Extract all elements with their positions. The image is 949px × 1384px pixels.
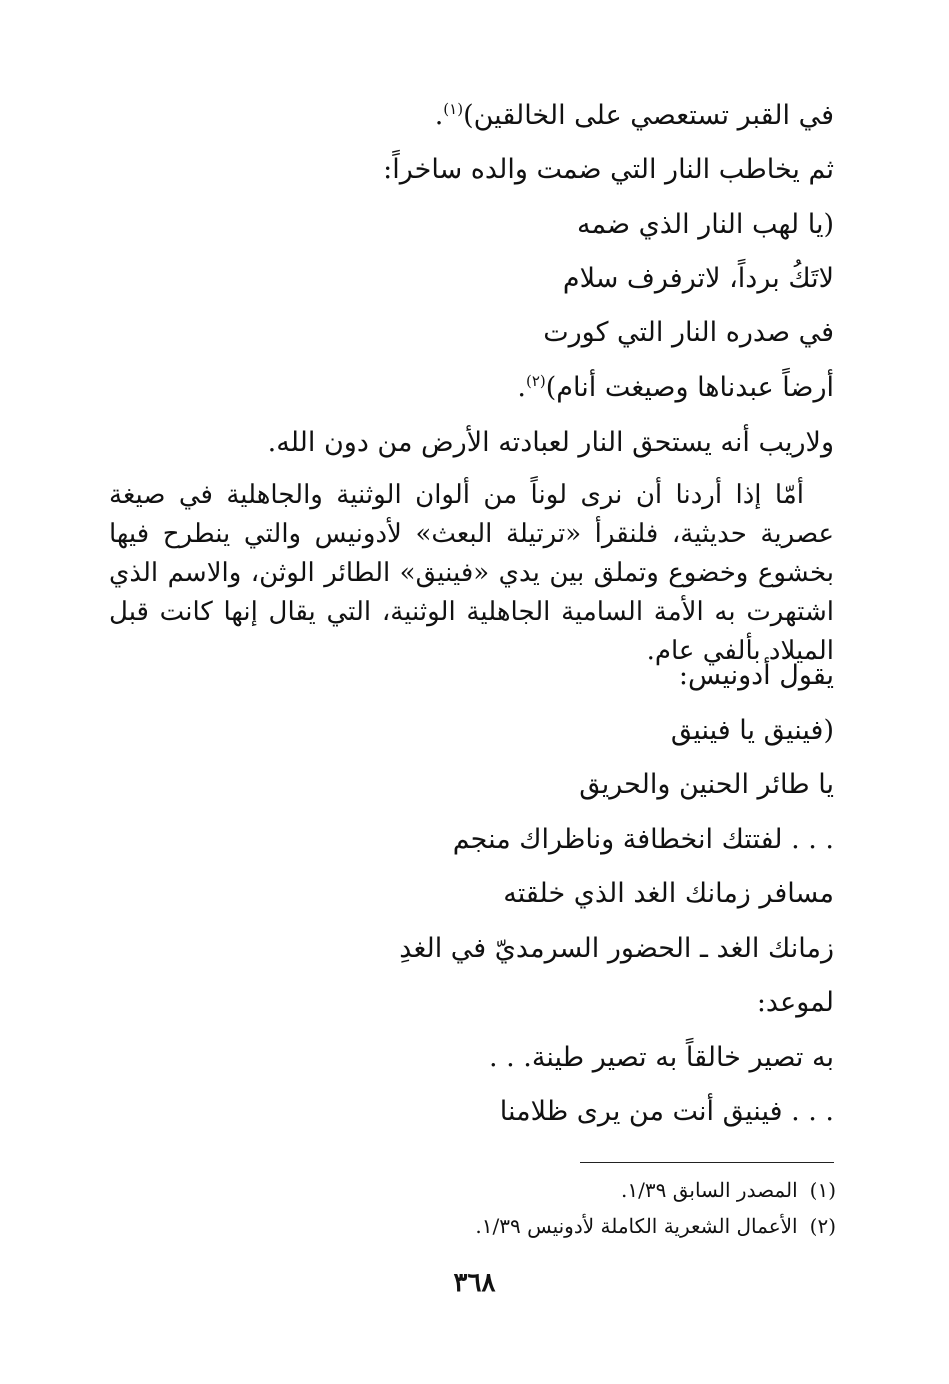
verse-line: مسافر زمانك الغد الذي خلقته bbox=[503, 878, 834, 909]
footnote-1 bbox=[621, 1176, 836, 1204]
page-number: ٣٦٨ bbox=[453, 1268, 496, 1298]
verse-line: يا طائر الحنين والحريق bbox=[579, 769, 834, 800]
text-line: ثم يخاطب النار التي ضمت والده ساخراً: bbox=[383, 154, 834, 185]
text-line: يقول أدونيس: bbox=[678, 660, 834, 691]
verse-line: (يا لهب النار الذي ضمه bbox=[577, 209, 834, 240]
verse-line: به تصير خالقاً به تصير طينة. . . bbox=[488, 1042, 834, 1073]
verse-line: لموعد: bbox=[756, 987, 834, 1018]
footnote-number: (١) bbox=[809, 1178, 836, 1202]
footnote-divider bbox=[580, 1162, 834, 1163]
verse-line: في القبر تستعصي على الخالقين)$^{(١)}$. bbox=[434, 100, 834, 131]
footnote-2 bbox=[475, 1212, 836, 1240]
verse-line: . . . فينيق أنت من يرى ظلامنا bbox=[499, 1096, 834, 1127]
body-paragraph: أمّا إذا أردنا أن نرى لوناً من ألوان الوثنية والجاهلية في صيغة عصرية حديثية، فلنقرأ «ترتيلة البعث» لأدونيس والتي ينطرح فيها بخشوع وخضوع وتملق بين يدي «فينيق» الطائر الوثن، والاسم الذي اشتهرت به الأمة السامية الجاهلية الوثنية، التي يقال إنها كانت قبل الميلاد بألفي عام. bbox=[109, 480, 834, 666]
footnote-number: (٢) bbox=[809, 1214, 836, 1238]
verse-line: . . . لفتتك انخطافة وناظراك منجم bbox=[452, 824, 834, 855]
footnote-text: الأعمال الشعرية الكاملة لأدونيس ١/٣٩. bbox=[475, 1214, 798, 1238]
footnote-text: المصدر السابق ١/٣٩. bbox=[621, 1178, 798, 1202]
verse-line: في صدره النار التي كورت bbox=[543, 317, 834, 348]
verse-line: لاتَكُ برداً، لاترفرف سلام bbox=[562, 263, 834, 294]
verse-line: أرضاً عبدناها وصيغت أنام)$^{(٢)}$. bbox=[517, 372, 834, 403]
text-line: ولاريب أنه يستحق النار لعبادته الأرض من دون الله. bbox=[267, 427, 834, 458]
verse-line: (فينيق يا فينيق bbox=[670, 715, 834, 746]
verse-line: زمانك الغد ـ الحضور السرمديّ في الغدِ bbox=[399, 933, 834, 964]
